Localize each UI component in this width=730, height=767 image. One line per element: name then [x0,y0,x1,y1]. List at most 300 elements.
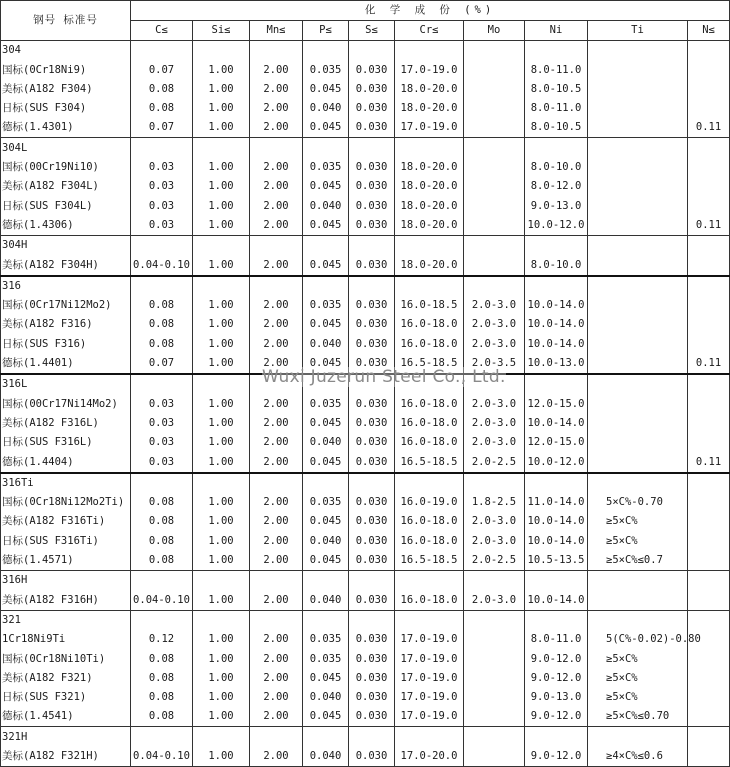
value-cell: 0.08 [131,688,193,707]
table-row [1,216,730,236]
value-cell: 10.0-14.0 [525,315,588,334]
value-cell: 0.030 [349,747,395,767]
header-grade-standard: 钢号 标准号 [1,1,131,41]
value-cell [688,80,730,99]
table-row [1,334,730,353]
value-cell: 0.04-0.10 [131,747,193,767]
value-cell: 0.08 [131,493,193,512]
value-cell: 0.035 [303,60,349,79]
value-cell [688,747,730,767]
value-cell: 0.030 [349,196,395,215]
table-row [1,630,730,649]
table-row [1,707,730,727]
value-cell: 18.0-20.0 [395,80,464,99]
value-cell: 18.0-20.0 [395,177,464,196]
value-cell: 0.035 [303,630,349,649]
empty-cell [688,571,730,591]
empty-cell [349,727,395,747]
empty-cell [525,727,588,747]
value-cell: 0.035 [303,493,349,512]
value-cell [588,158,688,177]
table-row [1,315,730,334]
value-cell: 1.00 [193,255,250,275]
empty-cell [395,276,464,296]
value-cell: 2.00 [250,315,303,334]
value-cell [588,590,688,610]
value-cell: 1.00 [193,452,250,472]
value-cell: 16.0-18.0 [395,531,464,550]
header-composition: 化 学 成 份 (%) [131,1,730,21]
company-watermark: Wuxi Juzerun Steel Co., Ltd. [262,367,506,387]
value-cell [688,688,730,707]
empty-cell [303,138,349,158]
value-cell [688,512,730,531]
value-cell: 2.00 [250,216,303,236]
empty-cell [688,374,730,394]
standard-name: 美标(A182 F316) [1,315,131,334]
value-cell: 2.0-3.0 [464,433,525,452]
value-cell: 0.030 [349,394,395,413]
element-header-cell: Si≤ [193,21,250,41]
empty-cell [395,473,464,493]
value-cell: 0.030 [349,551,395,571]
empty-cell [464,276,525,296]
value-cell: 1.00 [193,296,250,315]
value-cell: 0.040 [303,196,349,215]
empty-cell [349,138,395,158]
value-cell [464,255,525,275]
empty-cell [250,276,303,296]
standard-name: 美标(A182 F321H) [1,747,131,767]
empty-cell [131,276,193,296]
value-cell: 0.045 [303,414,349,433]
empty-cell [303,473,349,493]
value-cell: 1.00 [193,334,250,353]
standard-name: 美标(A182 F321) [1,669,131,688]
value-cell: ≥5×C%≤0.7 [588,551,688,571]
table-row [1,669,730,688]
value-cell [588,118,688,138]
standard-name: 美标(A182 F316L) [1,414,131,433]
table-row [1,414,730,433]
value-cell: 10.0-14.0 [525,531,588,550]
standard-name: 德标(1.4401) [1,354,131,374]
value-cell [464,99,525,118]
empty-cell [193,571,250,591]
value-cell [588,354,688,374]
table-row [1,688,730,707]
value-cell: 1.00 [193,669,250,688]
empty-cell [303,610,349,630]
value-cell: 10.0-14.0 [525,296,588,315]
empty-cell [688,727,730,747]
value-cell: 0.08 [131,669,193,688]
table-row [1,433,730,452]
value-cell: 2.00 [250,630,303,649]
standard-name: 德标(1.4306) [1,216,131,236]
empty-cell [250,571,303,591]
value-cell: 10.5-13.5 [525,551,588,571]
value-cell: 0.045 [303,118,349,138]
value-cell: 0.03 [131,196,193,215]
table-row [1,60,730,79]
empty-cell [688,138,730,158]
empty-cell [303,41,349,61]
grade-name: 304 [1,41,131,61]
value-cell: 0.03 [131,414,193,433]
value-cell: 0.030 [349,296,395,315]
value-cell: 2.00 [250,512,303,531]
empty-cell [303,235,349,255]
empty-cell [688,610,730,630]
value-cell: 1.00 [193,118,250,138]
value-cell: 9.0-12.0 [525,747,588,767]
value-cell: 0.035 [303,158,349,177]
value-cell [464,216,525,236]
empty-cell [525,374,588,394]
standard-name: 日标(SUS F316) [1,334,131,353]
value-cell: 2.0-3.0 [464,315,525,334]
value-cell: 5×C%-0.70 [588,493,688,512]
value-cell: 2.00 [250,296,303,315]
value-cell: 17.0-20.0 [395,747,464,767]
group-title-row [1,41,730,61]
value-cell: ≥5×C% [588,688,688,707]
value-cell: 0.030 [349,80,395,99]
value-cell [588,60,688,79]
value-cell: 0.045 [303,177,349,196]
value-cell: 8.0-12.0 [525,177,588,196]
value-cell: 0.035 [303,649,349,668]
value-cell [688,177,730,196]
empty-cell [525,235,588,255]
value-cell: 2.00 [250,493,303,512]
empty-cell [688,473,730,493]
empty-cell [131,571,193,591]
value-cell: 1.00 [193,512,250,531]
value-cell: 0.030 [349,688,395,707]
value-cell: 0.030 [349,452,395,472]
empty-cell [464,374,525,394]
empty-cell [250,473,303,493]
value-cell [688,99,730,118]
standard-name: 国标(00Cr19Ni10) [1,158,131,177]
empty-cell [395,727,464,747]
value-cell: 0.030 [349,414,395,433]
grade-name: 316L [1,374,131,394]
empty-cell [349,571,395,591]
value-cell: 0.08 [131,334,193,353]
value-cell: 1.00 [193,747,250,767]
value-cell: 0.030 [349,512,395,531]
value-cell [588,452,688,472]
value-cell: 12.0-15.0 [525,433,588,452]
table-row [1,255,730,275]
value-cell: 2.00 [250,255,303,275]
value-cell: 0.030 [349,707,395,727]
value-cell: 0.08 [131,315,193,334]
empty-cell [525,41,588,61]
value-cell [688,394,730,413]
value-cell: 1.00 [193,433,250,452]
value-cell: 8.0-11.0 [525,630,588,649]
grade-name: 321 [1,610,131,630]
element-header-cell: Ti [588,21,688,41]
standard-name: 德标(1.4301) [1,118,131,138]
value-cell [588,414,688,433]
value-cell: ≥5×C%≤0.70 [588,707,688,727]
value-cell: 0.030 [349,255,395,275]
value-cell: 17.0-19.0 [395,649,464,668]
value-cell: 2.00 [250,334,303,353]
empty-cell [464,571,525,591]
value-cell: 2.00 [250,649,303,668]
empty-cell [688,235,730,255]
empty-cell [349,473,395,493]
grade-name: 321H [1,727,131,747]
value-cell: 0.040 [303,334,349,353]
value-cell: 1.00 [193,649,250,668]
empty-cell [349,276,395,296]
value-cell: 16.0-19.0 [395,493,464,512]
standard-name: 日标(SUS F304) [1,99,131,118]
value-cell: 8.0-10.5 [525,118,588,138]
table-body [1,41,730,767]
element-header-cell: Cr≤ [395,21,464,41]
empty-cell [131,473,193,493]
value-cell [688,296,730,315]
value-cell: 0.030 [349,99,395,118]
empty-cell [395,138,464,158]
value-cell: 10.0-14.0 [525,512,588,531]
value-cell: 0.045 [303,452,349,472]
table-row [1,512,730,531]
value-cell: 2.00 [250,747,303,767]
element-header-cell: C≤ [131,21,193,41]
value-cell [588,315,688,334]
element-header-cell: N≤ [688,21,730,41]
value-cell: 0.040 [303,688,349,707]
value-cell: 2.0-3.0 [464,414,525,433]
standard-name: 德标(1.4541) [1,707,131,727]
value-cell: 2.00 [250,394,303,413]
table-row [1,649,730,668]
element-header-cell: S≤ [349,21,395,41]
empty-cell [464,235,525,255]
value-cell: 2.0-3.0 [464,394,525,413]
empty-cell [193,610,250,630]
table-row [1,747,730,767]
value-cell [688,255,730,275]
value-cell: 2.00 [250,551,303,571]
standard-name: 国标(0Cr17Ni12Mo2) [1,296,131,315]
table-row [1,158,730,177]
empty-cell [525,571,588,591]
value-cell: 0.08 [131,707,193,727]
empty-cell [464,727,525,747]
empty-cell [395,374,464,394]
value-cell: 1.00 [193,60,250,79]
value-cell: 1.00 [193,688,250,707]
value-cell: 1.00 [193,216,250,236]
group-title-row [1,473,730,493]
value-cell: 0.11 [688,118,730,138]
value-cell: 2.0-3.0 [464,334,525,353]
empty-cell [525,473,588,493]
value-cell: 0.030 [349,118,395,138]
empty-cell [588,41,688,61]
value-cell [588,80,688,99]
table-row [1,177,730,196]
value-cell: 0.040 [303,99,349,118]
value-cell: 0.04-0.10 [131,590,193,610]
value-cell [588,433,688,452]
standard-name: 德标(1.4571) [1,551,131,571]
value-cell: 10.0-14.0 [525,590,588,610]
table-row [1,99,730,118]
empty-cell [250,41,303,61]
value-cell: 17.0-19.0 [395,688,464,707]
empty-cell [464,610,525,630]
table-row [1,196,730,215]
empty-cell [303,276,349,296]
empty-cell [193,473,250,493]
value-cell [588,99,688,118]
value-cell: 16.5-18.5 [395,551,464,571]
value-cell [688,158,730,177]
value-cell: 10.0-14.0 [525,334,588,353]
grade-name: 316 [1,276,131,296]
empty-cell [588,727,688,747]
value-cell: 18.0-20.0 [395,255,464,275]
value-cell: 2.0-3.0 [464,512,525,531]
value-cell: 10.0-12.0 [525,452,588,472]
empty-cell [349,235,395,255]
value-cell: 16.0-18.0 [395,334,464,353]
empty-cell [193,138,250,158]
value-cell: 11.0-14.0 [525,493,588,512]
value-cell: 0.03 [131,433,193,452]
element-header-cell: Mo [464,21,525,41]
empty-cell [588,473,688,493]
value-cell: 17.0-19.0 [395,669,464,688]
value-cell: 18.0-20.0 [395,196,464,215]
table-row [1,531,730,550]
value-cell: 0.03 [131,177,193,196]
value-cell: 2.0-2.5 [464,452,525,472]
value-cell: 0.03 [131,216,193,236]
value-cell: 2.00 [250,531,303,550]
empty-cell [250,138,303,158]
empty-cell [131,374,193,394]
group-title-row [1,276,730,296]
value-cell: 9.0-12.0 [525,707,588,727]
table-row [1,296,730,315]
value-cell [464,747,525,767]
value-cell [464,688,525,707]
value-cell: 9.0-12.0 [525,669,588,688]
empty-cell [395,571,464,591]
value-cell: ≥4×C%≤0.6 [588,747,688,767]
value-cell [588,255,688,275]
value-cell: 2.00 [250,669,303,688]
standard-name: 日标(SUS F304L) [1,196,131,215]
value-cell [588,296,688,315]
value-cell: 0.045 [303,512,349,531]
value-cell: 1.00 [193,394,250,413]
empty-cell [395,610,464,630]
value-cell: 2.00 [250,688,303,707]
value-cell [464,80,525,99]
value-cell: 16.5-18.5 [395,354,464,374]
empty-cell [588,138,688,158]
value-cell: 1.00 [193,531,250,550]
standard-name: 国标(0Cr18Ni9) [1,60,131,79]
value-cell [688,60,730,79]
value-cell: 0.08 [131,531,193,550]
value-cell: 18.0-20.0 [395,216,464,236]
value-cell: 0.030 [349,354,395,374]
empty-cell [131,138,193,158]
empty-cell [250,727,303,747]
standard-name: 日标(SUS F316Ti) [1,531,131,550]
value-cell: 0.03 [131,452,193,472]
empty-cell [193,727,250,747]
value-cell: 8.0-10.0 [525,158,588,177]
standard-name: 美标(A182 F316Ti) [1,512,131,531]
value-cell: 0.03 [131,158,193,177]
grade-name: 304H [1,235,131,255]
value-cell: 0.030 [349,433,395,452]
value-cell: 2.00 [250,707,303,727]
value-cell [688,707,730,727]
empty-cell [131,727,193,747]
standard-name: 日标(SUS F316L) [1,433,131,452]
value-cell: 0.040 [303,531,349,550]
empty-cell [303,727,349,747]
value-cell [588,177,688,196]
value-cell: 0.07 [131,60,193,79]
value-cell: ≥5×C% [588,669,688,688]
standard-name: 美标(A182 F304H) [1,255,131,275]
value-cell: 0.030 [349,493,395,512]
standard-name: 日标(SUS F321) [1,688,131,707]
value-cell [588,334,688,353]
element-header-cell: Mn≤ [250,21,303,41]
value-cell: 0.045 [303,216,349,236]
standard-name: 1Cr18Ni9Ti [1,630,131,649]
value-cell: 0.08 [131,80,193,99]
value-cell: 10.0-13.0 [525,354,588,374]
empty-cell [303,571,349,591]
empty-cell [349,610,395,630]
value-cell: 2.00 [250,177,303,196]
value-cell: 2.00 [250,196,303,215]
value-cell: 2.00 [250,99,303,118]
group-title-row [1,571,730,591]
value-cell: 9.0-12.0 [525,649,588,668]
value-cell: 2.0-3.0 [464,296,525,315]
value-cell: 16.0-18.0 [395,590,464,610]
value-cell: 2.0-3.0 [464,590,525,610]
value-cell: 1.00 [193,590,250,610]
value-cell: 0.08 [131,551,193,571]
value-cell [464,158,525,177]
value-cell: 1.00 [193,551,250,571]
empty-cell [303,374,349,394]
value-cell: 8.0-10.0 [525,255,588,275]
empty-cell [395,41,464,61]
